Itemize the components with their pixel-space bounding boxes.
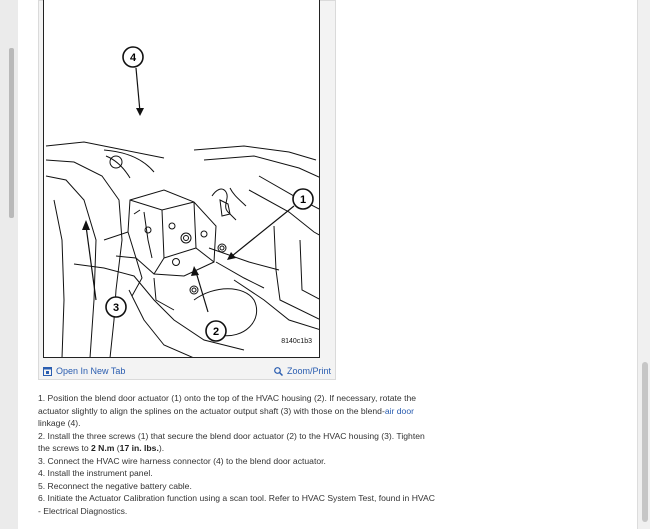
magnifier-icon <box>274 367 283 376</box>
callout-bubbles <box>106 47 313 341</box>
left-scrollbar[interactable] <box>0 0 18 529</box>
torque-in-lbs: 17 in. lbs. <box>119 443 159 453</box>
callout-2: 2 <box>212 326 220 338</box>
zoom-print-link[interactable] <box>274 366 331 376</box>
figure-code: 8140c1b3 <box>281 338 312 345</box>
content-panel <box>18 0 637 529</box>
step-4: 4. Install the instrument panel. <box>38 468 153 478</box>
left-scrollbar-thumb[interactable] <box>9 48 14 218</box>
air-door-link[interactable]: air door <box>384 405 414 416</box>
right-scrollbar[interactable] <box>637 0 650 529</box>
torque-nm: 2 N.m <box>91 443 115 453</box>
open-in-new-tab-link[interactable] <box>43 366 125 376</box>
step-3: 3. Connect the HVAC wire harness connector (4) to the blend door actuator. <box>38 455 326 466</box>
zoom-print-label: Zoom/Print <box>286 366 331 376</box>
actuator-diagram <box>44 0 320 358</box>
step-5: 5. Reconnect the negative battery cable. <box>38 480 192 491</box>
open-new-tab-icon <box>43 367 52 376</box>
step-1: 1. Position the blend door actuator (1) onto the top of the HVAC housing (2). If necessary, rotate the actuator slightly to align the splines on the actuator output shaft (3) with those on the blend-air door linkage (4). <box>38 393 417 428</box>
callout-1: 1 <box>299 194 307 206</box>
step-2: 2. Install the three screws (1) that secure the blend door actuator (2) to the HVAC housing (3). Tighten the screws to 2 N.m (17 in. lbs.). <box>38 430 425 453</box>
step-6: 6. Initiate the Actuator Calibration function using a scan tool. Refer to HVAC System Test, found in HVAC - Electrical Diagnostics. <box>38 493 435 516</box>
figure-image <box>43 0 320 358</box>
installation-steps <box>38 392 438 517</box>
callout-4: 4 <box>129 52 137 64</box>
right-scrollbar-thumb[interactable] <box>642 362 648 522</box>
callout-3: 3 <box>112 302 120 314</box>
open-in-new-tab-label: Open In New Tab <box>56 366 126 376</box>
figure-toolbar <box>38 362 336 380</box>
